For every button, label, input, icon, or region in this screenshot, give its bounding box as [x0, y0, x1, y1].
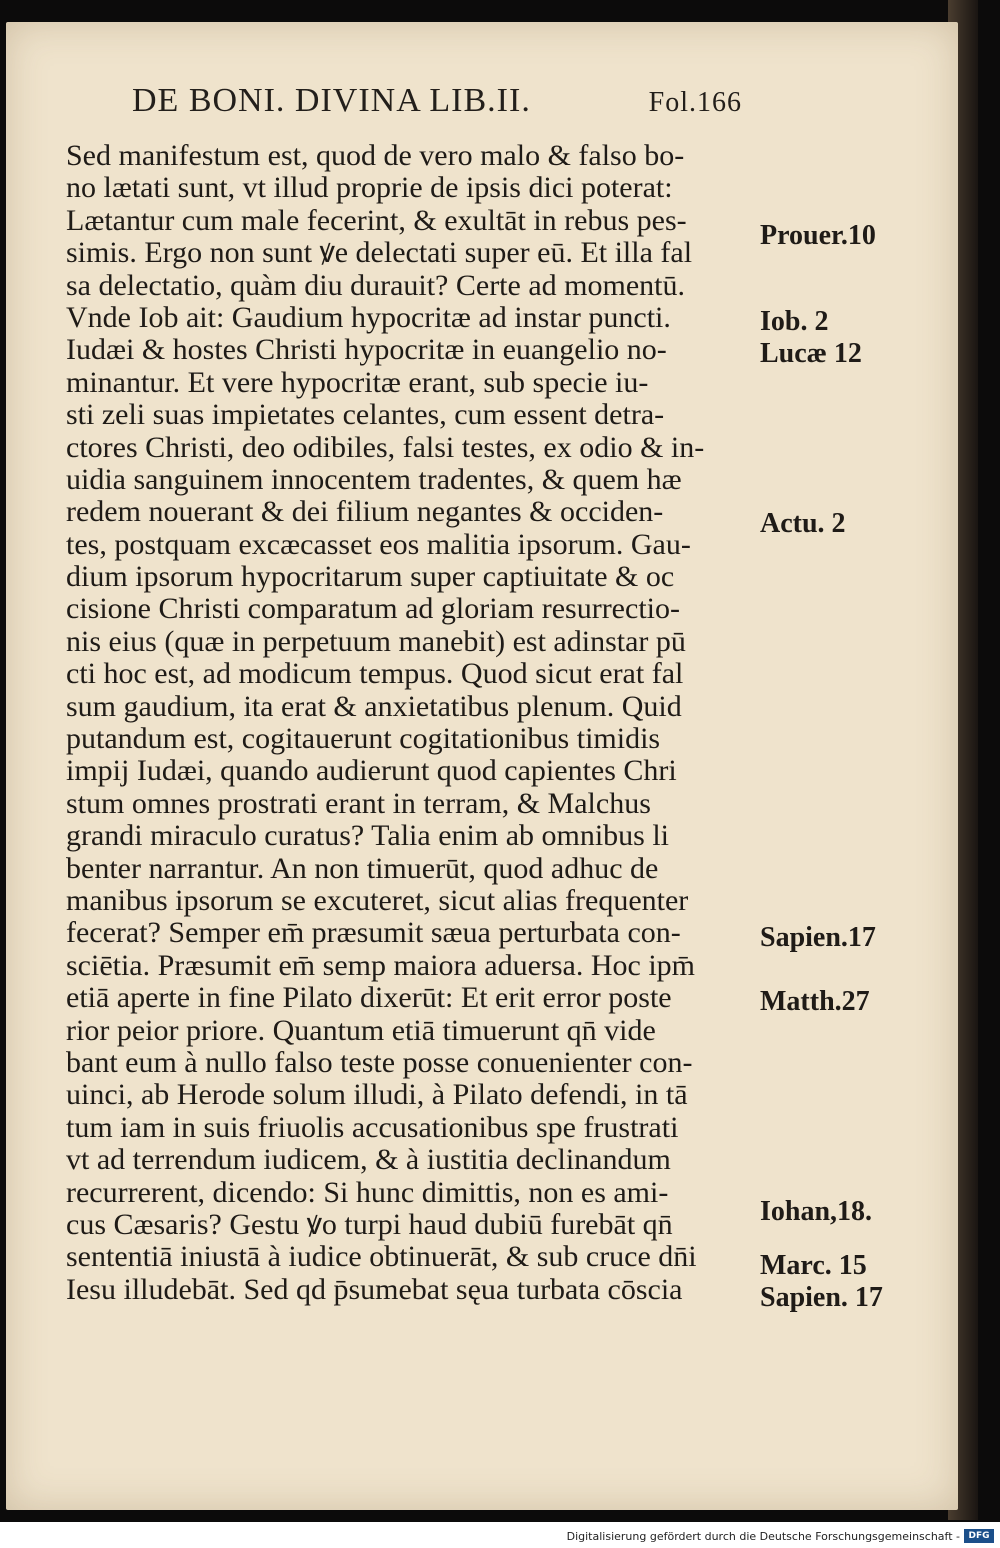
text-line: vt ad terrendum iudicem, & à iustitia declinandum: [66, 1143, 671, 1177]
text-line: uidia sanguinem innocentem tradentes, & quem hæ: [66, 462, 682, 496]
text-line: sa delectatio, quàm diu durauit? Certe ad momentū.: [66, 268, 685, 302]
text-line: tes, postquam excæcasset eos malitia ipsorum. Gau-: [66, 527, 691, 561]
text-line: stum omnes prostrati erant in terram, & Malchus: [66, 786, 651, 820]
marginal-note: Iohan,18.: [760, 1196, 873, 1227]
text-line: manibus ipsorum se excuteret, sicut alias frequenter: [66, 883, 689, 917]
text-line: recurrerent, dicendo: Si hunc dimittis, non es ami-: [66, 1175, 669, 1209]
funding-credit: Digitalisierung gefördert durch die Deutsche Forschungsgemeinschaft -: [566, 1530, 960, 1543]
running-header: [132, 82, 742, 120]
text-line: ctores Christi, deo odibiles, falsi testes, ex odio & in-: [66, 430, 705, 464]
text-line: benter narrantur. An non timuerūt, quod adhuc de: [66, 851, 659, 885]
dfg-logo: DFG: [964, 1529, 994, 1543]
marginal-note: Prouer.10: [760, 220, 876, 251]
text-line: etiā aperte in fine Pilato dixerūt: Et erit error poste: [66, 981, 672, 1015]
text-line: rior peior priore. Quantum etiā timuerunt qn̄ vide: [66, 1013, 656, 1047]
text-line: impij Iudæi, quando audierunt quod capientes Chri: [66, 754, 677, 788]
marginal-note: Iob. 2: [760, 306, 829, 337]
text-line: cus Cæsaris? Gestu ꝟo turpi haud dubiū furebāt qn̄: [66, 1207, 673, 1241]
text-line: minantur. Et vere hypocritæ erant, sub specie iu-: [66, 365, 649, 399]
marginal-note: Sapien. 17: [760, 1282, 883, 1313]
text-line: sciētia. Præsumit em̄ semp maiora aduersa. Hoc ipm̄: [66, 948, 696, 982]
marginal-note: Lucæ 12: [760, 338, 862, 369]
marginal-note: Matth.27: [760, 986, 870, 1017]
text-line: redem nouerant & dei filium negantes & occiden-: [66, 495, 664, 529]
text-line: tum iam in suis friuolis accusationibus spe frustrati: [66, 1110, 679, 1144]
marginal-note: Marc. 15: [760, 1250, 867, 1281]
text-line: fecerat? Semper em̄ præsumit sæua perturbata con-: [66, 916, 681, 950]
text-line: sti zeli suas impietates celantes, cum essent detra-: [66, 398, 665, 432]
running-title: DE BONI. DIVINA LIB.II.: [132, 82, 531, 119]
text-line: putandum est, cogitauerunt cogitationibus timidis: [66, 722, 661, 756]
text-line: Sed manifestum est, quod de vero malo & falso bo-: [66, 139, 685, 172]
text-line: cti hoc est, ad modicum tempus. Quod sicut erat fal: [66, 657, 684, 691]
text-line: Vnde Iob ait: Gaudium hypocritæ ad instar puncti.: [66, 300, 671, 334]
text-line: grandi miraculo curatus? Talia enim ab omnibus li: [66, 819, 670, 853]
folio-number: Fol.166: [648, 87, 742, 118]
text-line: sententiā iniustā à iudice obtinuerāt, & sub cruce dn̄i: [66, 1240, 697, 1274]
text-line: no lætati sunt, vt illud proprie de ipsis dici poterat:: [66, 171, 673, 205]
text-line: nis eius (quæ in perpetuum manebit) est adinstar pū: [66, 624, 686, 658]
text-line: sum gaudium, ita erat & anxietatibus plenum. Quid: [66, 689, 682, 723]
text-line: uinci, ab Herode solum illudi, à Pilato defendi, in tā: [66, 1078, 688, 1112]
text-line: cisione Christi comparatum ad gloriam resurrectio-: [66, 592, 680, 626]
text-line: Iudæi & hostes Christi hypocritæ in euangelio no-: [66, 333, 667, 367]
marginal-note: Sapien.17: [760, 922, 876, 953]
text-line: Iesu illudebāt. Sed qd p̄sumebat sęua turbata cōscia: [66, 1272, 683, 1306]
text-line: bant eum à nullo falso teste posse conuenienter con-: [66, 1045, 693, 1079]
marginal-note: Actu. 2: [760, 508, 846, 539]
text-line: simis. Ergo non sunt ꝟe delectati super eū. Et illa fal: [66, 236, 693, 270]
text-line: Lætantur cum male fecerint, & exultāt in rebus pes-: [66, 203, 687, 237]
main-text-block: [66, 140, 756, 1306]
text-line: dium ipsorum hypocritarum super captiuitate & oc: [66, 560, 675, 594]
